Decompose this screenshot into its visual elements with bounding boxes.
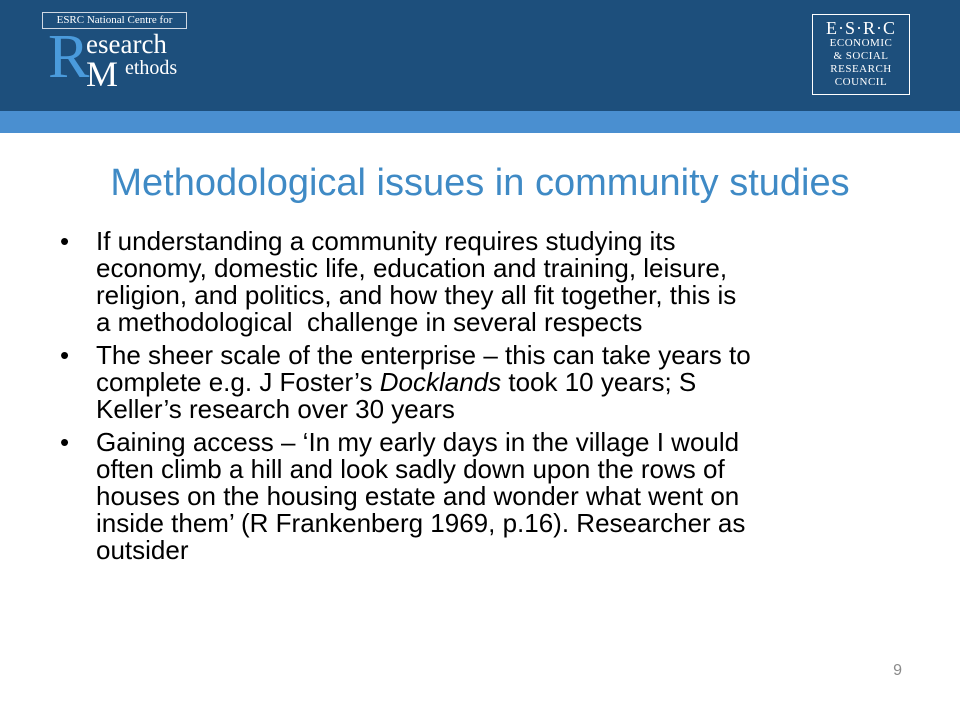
esrc-logo-line: & SOCIAL [833,50,889,62]
esrc-logo [812,14,910,95]
bullet-text-line [96,369,920,396]
bullet-text-line: If understanding a community requires studying its [96,226,676,256]
header-band [0,0,960,111]
bullet-text-line: inside them’ (R Frankenberg 1969, p.16). Researcher as [96,508,746,538]
esrc-logo-line: RESEARCH [830,63,892,75]
bullet-item [60,342,920,423]
ncrm-logo-centre-text: ESRC National Centre for [42,12,187,29]
bullet-text-line: economy, domestic life, education and training, leisure, [96,253,728,283]
bullet-text-line: houses on the housing estate and wonder what went on [96,481,740,511]
page-number: 9 [893,662,902,679]
ncrm-logo-ethods: ethods [125,57,178,79]
esrc-logo-line: COUNCIL [834,76,888,88]
bullet-text-line: Gaining access – ‘In my early days in the village I would [96,427,740,457]
bullet-text-line: outsider [96,535,189,565]
bullet-text-line: religion, and politics, and how they all fit together, this is [96,280,737,310]
bullet-text-line: a methodological challenge in several respects [96,307,643,337]
bullet-text-line: often climb a hill and look sadly down upon the rows of [96,454,725,484]
bullet-text-fragment: took 10 years; S [501,367,697,397]
ncrm-logo-r: R [48,23,90,91]
bullet-marker: • [60,226,70,256]
esrc-logo-acronym: E·S·R·C [826,18,896,38]
bullet-item [60,228,920,336]
bullet-item [60,429,920,564]
book-title-docklands: Docklands [379,367,502,397]
bullet-text-line: Keller’s research over 30 years [96,394,455,424]
ncrm-logo-esearch: esearch [86,29,167,59]
bullet-text-fragment: complete e.g. J Foster’s [96,367,380,397]
header-stripe [0,111,960,133]
ncrm-logo [42,12,187,94]
bullet-marker: • [60,340,70,370]
ncrm-logo-m: M [86,54,119,94]
esrc-logo-line: ECONOMIC [829,37,893,49]
slide-title: Methodological issues in community studies [110,162,850,204]
bullet-text-line: The sheer scale of the enterprise – this can take years to [96,340,751,370]
bullet-list [60,228,920,570]
bullet-marker: • [60,427,70,457]
